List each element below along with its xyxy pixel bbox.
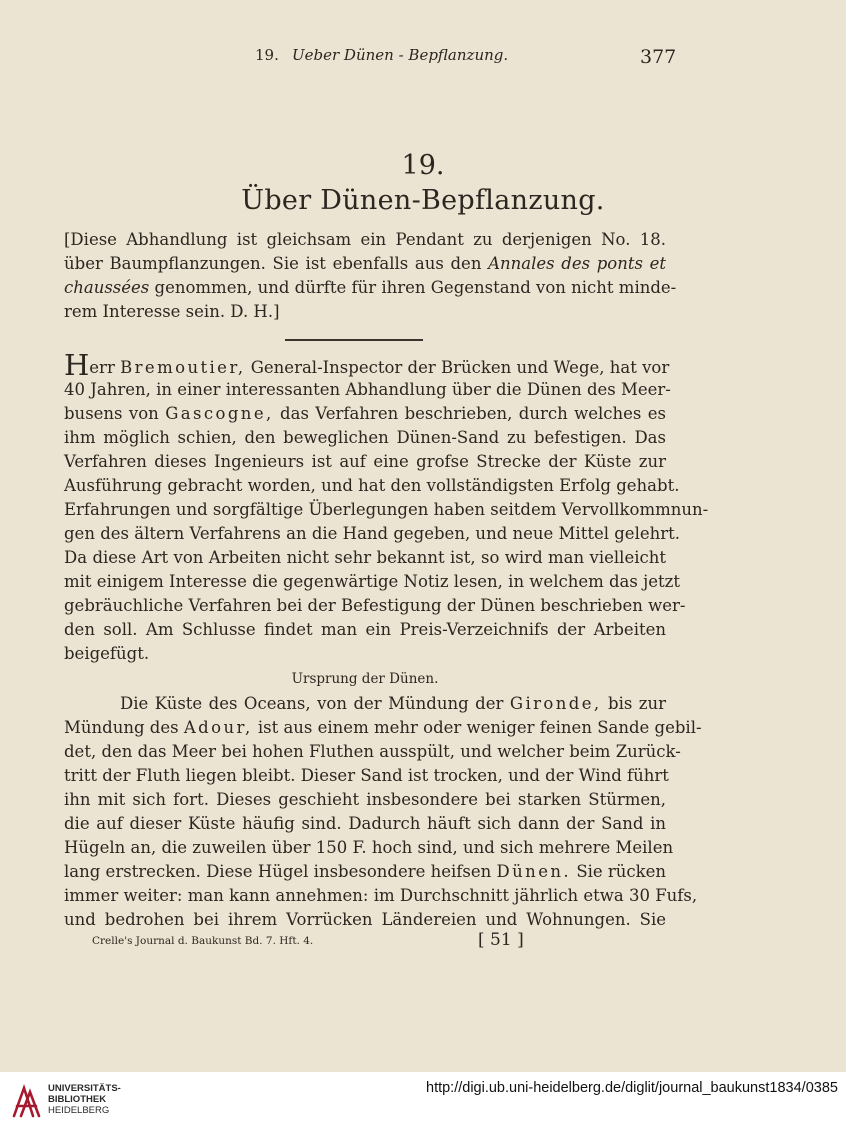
editor-note-line: rem Interesse sein. D. H.]	[64, 302, 280, 321]
intro-line: beigefügt.	[64, 644, 150, 663]
editor-note-line	[64, 254, 666, 274]
intro-line: gebräuchliche Verfahren bei der Befestigung der Dünen beschrieben wer-	[64, 596, 686, 615]
permalink-url[interactable]: http://digi.ub.uni-heidelberg.de/diglit/journal_baukunst1834/0385	[426, 1080, 838, 1096]
chapter-number: 19.	[401, 150, 445, 181]
intro-line: Da diese Art von Arbeiten nicht sehr bekannt ist, so wird man vielleicht	[64, 548, 666, 567]
person-name: Bremoutier,	[120, 358, 246, 377]
editor-note-text: über Baumpflanzungen. Sie ist ebenfalls aus den	[64, 254, 482, 273]
footer-signature: Crelle's Journal d. Baukunst Bd. 7. Hft. 4.	[92, 935, 314, 947]
intro-line: 40 Jahren, in einer interessanten Abhandlung über die Dünen des Meer-	[64, 380, 671, 399]
section-line: immer weiter: man kann annehmen: im Durchschnitt jährlich etwa 30 Fufs,	[64, 886, 698, 905]
running-head-chapter-number: 19.	[255, 46, 279, 64]
place-name: Gironde,	[509, 694, 602, 713]
intro-line: Ausführung gebracht worden, und hat den vollständigsten Erfolg gehabt.	[64, 476, 680, 495]
library-logo-icon	[11, 1082, 43, 1122]
section-line: Die Küste des Oceans, von der Mündung der Gironde, bis zur	[120, 694, 667, 713]
term-dunen: Dünen.	[496, 862, 572, 881]
editor-note-text: genommen, und dürfte für ihren Gegenstand von nicht minde-	[154, 278, 677, 297]
editor-note-journal-title: Annales des ponts et	[488, 254, 666, 273]
intro-line: den soll. Am Schlusse findet man ein Preis-Verzeichnifs der Arbeiten	[64, 620, 666, 639]
section-line: und bedrohen bei ihrem Vorrücken Ländereien und Wohnungen. Sie	[64, 910, 666, 929]
intro-line: gen des ältern Verfahrens an die Hand gegeben, und neue Mittel gelehrt.	[64, 524, 681, 543]
editor-note-line	[64, 278, 677, 298]
section-line: die auf dieser Küste häufig sind. Dadurch häuft sich dann der Sand in	[64, 814, 666, 833]
intro-line: Verfahren dieses Ingenieurs ist auf eine grofse Strecke der Küste zur	[64, 452, 666, 471]
section-line: det, den das Meer bei hohen Fluthen ausspült, und welcher beim Zurück-	[64, 742, 681, 761]
section-line: tritt der Fluth liegen bleibt. Dieser Sand ist trocken, und der Wind führt	[64, 766, 669, 785]
library-logo-text: UNIVERSITÄTS- BIBLIOTHEK HEIDELBERG	[48, 1083, 121, 1116]
place-name: Adour,	[183, 718, 253, 737]
intro-line	[64, 348, 670, 382]
page-number: 377	[640, 46, 677, 68]
editor-note-journal-title-cont: chaussées	[64, 278, 150, 297]
section-heading: Ursprung der Dünen.	[291, 671, 439, 687]
intro-line: Erfahrungen und sorgfältige Überlegungen haben seitdem Vervollkommnun-	[64, 500, 709, 519]
drop-initial: Herr	[64, 348, 115, 382]
intro-line: ihm möglich schien, den beweglichen Dünen-Sand zu befestigen. Das	[64, 428, 666, 447]
place-name: Gascogne,	[165, 404, 274, 423]
section-divider	[285, 339, 423, 341]
intro-line: busens von Gascogne, das Verfahren beschrieben, durch welches es	[64, 404, 666, 423]
section-line: lang erstrecken. Diese Hügel insbesondere heifsen Dünen. Sie rücken	[64, 862, 667, 881]
chapter-title: Über Dünen-Bepflanzung.	[241, 185, 605, 216]
running-head-title: Ueber Dünen - Bepflanzung.	[292, 46, 509, 64]
intro-text: General-Inspector der Brücken und Wege, hat vor	[250, 358, 670, 377]
running-head	[0, 46, 846, 70]
section-line: Mündung des Adour, ist aus einem mehr oder weniger feinen Sande gebil-	[64, 718, 702, 737]
footer-sheet-number: [ 51 ]	[478, 930, 524, 950]
editor-note-line: [Diese Abhandlung ist gleichsam ein Pendant zu derjenigen No. 18.	[64, 230, 666, 249]
intro-line: mit einigem Interesse die gegenwärtige Notiz lesen, in welchem das jetzt	[64, 572, 680, 591]
section-line: Hügeln an, die zuweilen über 150 F. hoch sind, und sich mehrere Meilen	[64, 838, 674, 857]
section-line: ihn mit sich fort. Dieses geschieht insbesondere bei starken Stürmen,	[64, 790, 666, 809]
